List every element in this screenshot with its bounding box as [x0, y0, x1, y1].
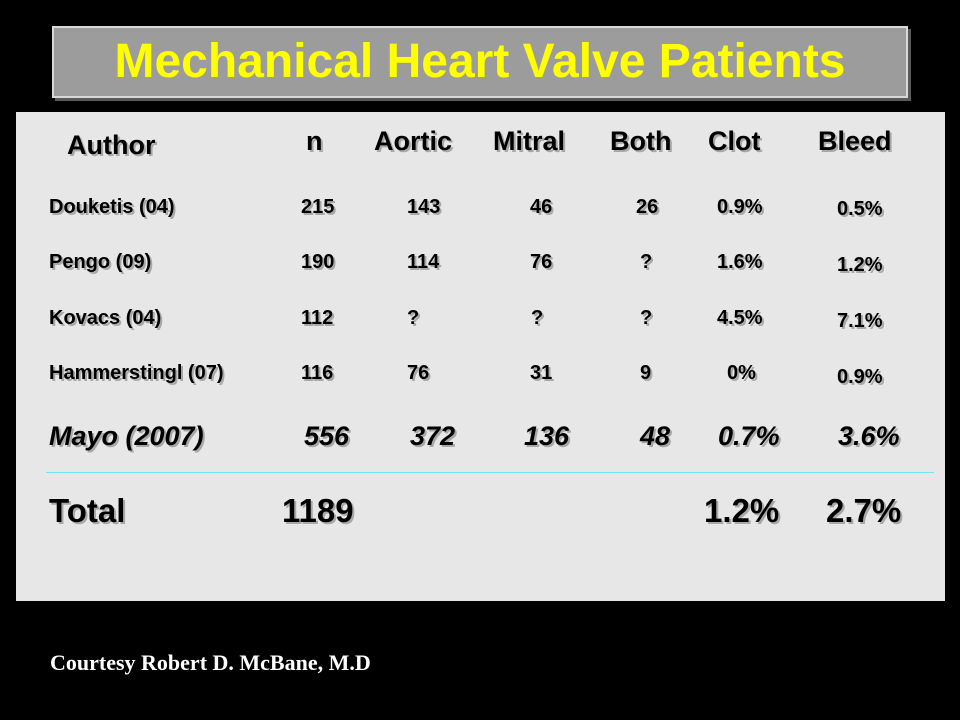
cell-n: 190 — [301, 251, 335, 273]
cell-author: Kovacs (04) — [49, 307, 162, 329]
mayo-author: Mayo (2007) — [49, 421, 204, 451]
cell-both: 26 — [636, 196, 659, 218]
cell-author: Hammerstingl (07) — [49, 362, 224, 384]
header-mitral: Mitral — [493, 126, 566, 156]
cell-n: 116 — [301, 362, 334, 384]
header-author: Author — [67, 130, 156, 160]
mayo-aortic: 372 — [410, 421, 456, 451]
slide-title: Mechanical Heart Valve Patients — [114, 35, 846, 88]
header-bleed: Bleed — [818, 126, 892, 156]
cell-both: ? — [640, 251, 653, 273]
header-clot: Clot — [708, 126, 761, 156]
cell-clot: 1.6% — [717, 251, 763, 273]
cell-author: Pengo (09) — [49, 251, 152, 273]
header-aortic: Aortic — [374, 126, 453, 156]
data-table-panel — [16, 112, 945, 601]
mayo-bleed: 3.6% — [838, 421, 900, 451]
cell-both: ? — [640, 307, 653, 329]
cell-mitral: 31 — [530, 362, 553, 384]
cell-aortic: ? — [407, 307, 420, 329]
cell-bleed: 0.5% — [837, 198, 883, 220]
mayo-n: 556 — [304, 421, 350, 451]
divider-line — [46, 472, 934, 473]
cell-both: 9 — [640, 362, 652, 384]
courtesy-credit: Courtesy Robert D. McBane, M.D — [50, 650, 371, 675]
mayo-both: 48 — [640, 421, 671, 451]
cell-clot: 0.9% — [717, 196, 763, 218]
cell-mitral: 46 — [530, 196, 553, 218]
total-bleed: 2.7% — [826, 492, 902, 529]
cell-bleed: 1.2% — [837, 254, 883, 276]
cell-bleed: 7.1% — [837, 310, 883, 332]
cell-mitral: ? — [531, 307, 544, 329]
cell-clot: 4.5% — [717, 307, 763, 329]
cell-aortic: 76 — [407, 362, 430, 384]
header-n: n — [306, 126, 323, 156]
cell-mitral: 76 — [530, 251, 553, 273]
header-both: Both — [610, 126, 672, 156]
cell-clot: 0% — [727, 362, 756, 384]
cell-bleed: 0.9% — [837, 366, 883, 388]
title-box — [52, 26, 908, 98]
total-label: Total — [49, 492, 126, 529]
mayo-clot: 0.7% — [718, 421, 780, 451]
total-clot: 1.2% — [704, 492, 780, 529]
cell-aortic: 143 — [407, 196, 441, 218]
cell-n: 112 — [301, 307, 334, 329]
cell-aortic: 114 — [407, 251, 440, 273]
mayo-mitral: 136 — [524, 421, 570, 451]
total-n: 1189 — [282, 492, 354, 529]
cell-n: 215 — [301, 196, 335, 218]
cell-author: Douketis (04) — [49, 196, 175, 218]
